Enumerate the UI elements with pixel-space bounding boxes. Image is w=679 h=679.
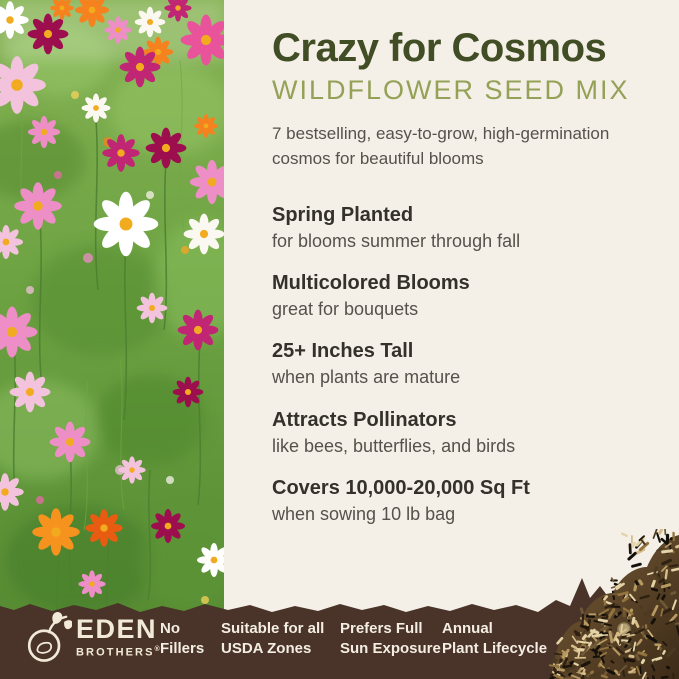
info-panel	[272, 0, 660, 546]
footer-item-line: Fillers	[160, 640, 205, 658]
product-description: 7 bestselling, easy-to-grow, high-germination cosmos for beautiful blooms	[272, 123, 610, 169]
sprouting-seed-icon	[22, 609, 72, 665]
feature-heading: Multicolored Blooms	[272, 272, 470, 295]
feature-detail: for blooms summer through fall	[272, 230, 521, 251]
footer-item-line: Suitable for all	[221, 620, 325, 637]
feature-heading: Spring Planted	[272, 203, 414, 226]
footer-item-usda-zones	[221, 619, 324, 660]
footer-item-line: Prefers Full	[340, 620, 423, 637]
brand-name: EDEN	[76, 614, 158, 644]
footer-content	[0, 595, 679, 679]
brand-subname	[76, 646, 162, 659]
feature-multicolored-blooms	[272, 272, 660, 321]
footer-item-line: Plant Lifecycle	[442, 640, 548, 658]
feature-detail: great for bouquets	[272, 299, 419, 320]
registered-mark: ®	[154, 646, 162, 653]
footer-item-line: No	[160, 620, 180, 637]
footer-item-lifecycle	[442, 619, 547, 660]
feature-spring-planted	[272, 204, 660, 253]
footer-item-sun-exposure	[340, 619, 441, 660]
feature-heading: Covers 10,000-20,000 Sq Ft	[272, 477, 530, 500]
cosmos-field-photo	[0, 0, 224, 614]
feature-detail: when sowing 10 lb bag	[272, 504, 456, 525]
flower-field-illustration	[0, 0, 224, 614]
feature-heading: 25+ Inches Tall	[272, 340, 414, 363]
feature-detail: when plants are mature	[272, 367, 461, 388]
footer-item-line: USDA Zones	[221, 640, 312, 658]
page-title: Crazy for Cosmos	[272, 26, 607, 70]
footer-item-line: Annual	[442, 620, 493, 637]
footer-item-line: Sun Exposure	[340, 640, 441, 658]
feature-list	[272, 204, 660, 527]
page-subtitle: WILDFLOWER SEED MIX	[272, 75, 630, 105]
feature-detail: like bees, butterflies, and birds	[272, 435, 516, 456]
feature-heading: Attracts Pollinators	[272, 408, 457, 431]
feature-coverage	[272, 477, 660, 526]
brand-text	[76, 616, 162, 659]
footer-item-no-fillers	[160, 619, 204, 660]
feature-pollinators	[272, 409, 660, 458]
feature-height	[272, 340, 660, 389]
eden-brothers-logo	[22, 607, 162, 667]
brand-subname-text: BROTHERS	[76, 646, 155, 659]
